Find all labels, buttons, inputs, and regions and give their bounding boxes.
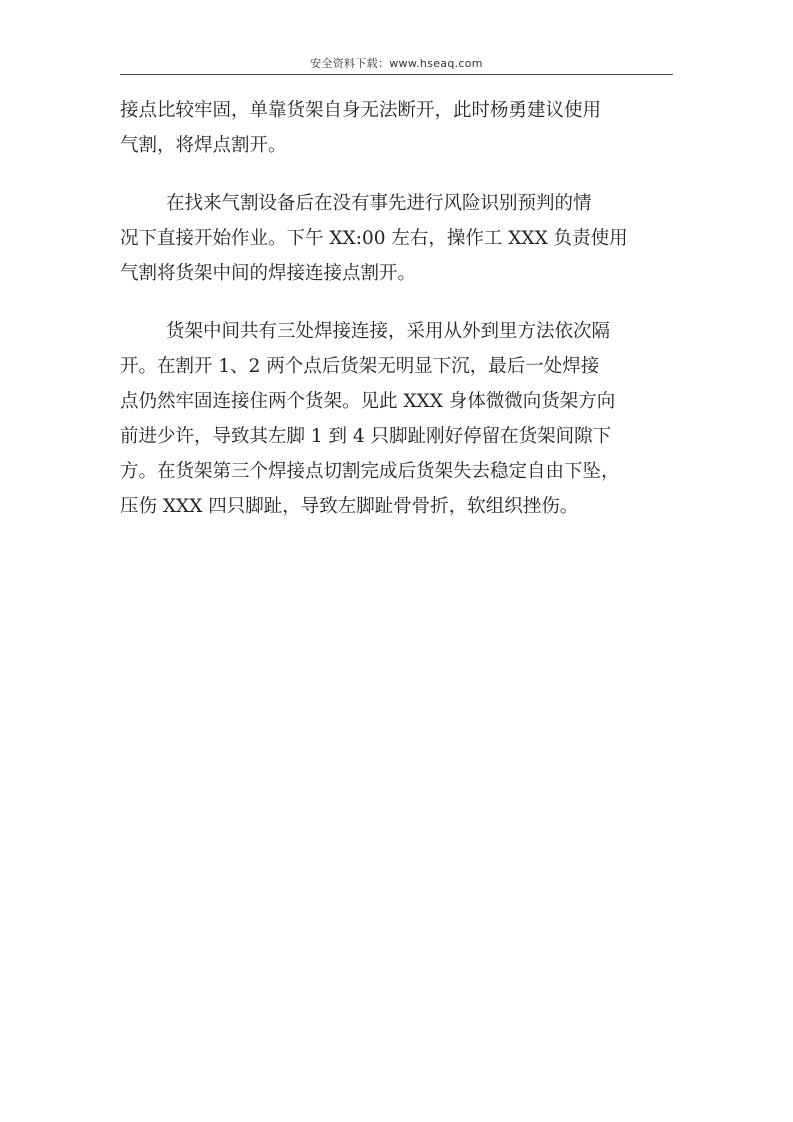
paragraph-3-line-4: 前进少许，导致其左脚 1 到 4 只脚趾刚好停留在货架间隙下 [120,426,612,447]
header-divider [120,74,673,75]
paragraph-3-line-3: 点仍然牢固连接住两个货架。见此 XXX 身体微微向货架方向 [120,391,616,412]
document-body [120,93,680,524]
paragraph-3-line-5: 方。在货架第三个焊接点切割完成后货架失去稳定自由下坠， [120,461,620,482]
paragraph-3-line-1: 货架中间共有三处焊接连接，采用从外到里方法依次隔 [166,321,611,342]
paragraph-1-line-1: 接点比较牢固，单靠货架自身无法断开，此时杨勇建议使用 [120,100,602,121]
page-header: 安全资料下载：www.hseaq.com [310,57,483,70]
paragraph-spacer [120,163,680,186]
paragraph-spacer [120,291,680,314]
paragraph-1-line-2: 气割，将焊点割开。 [120,135,287,156]
paragraph-3-line-6: 压伤 XXX 四只脚趾，导致左脚趾骨骨折，软组织挫伤。 [120,496,579,517]
paragraph-2-line-3: 气割将货架中间的焊接连接点割开。 [120,263,417,284]
paragraph-2-line-1: 在找来气割设备后在没有事先进行风险识别预判的情 [166,193,592,214]
paragraph-2-line-2: 况下直接开始作业。下午 XX:00 左右，操作工 XXX 负责使用 [120,228,628,249]
paragraph-3-line-2: 开。在割开 1、2 两个点后货架无明显下沉，最后一处焊接 [120,356,600,377]
